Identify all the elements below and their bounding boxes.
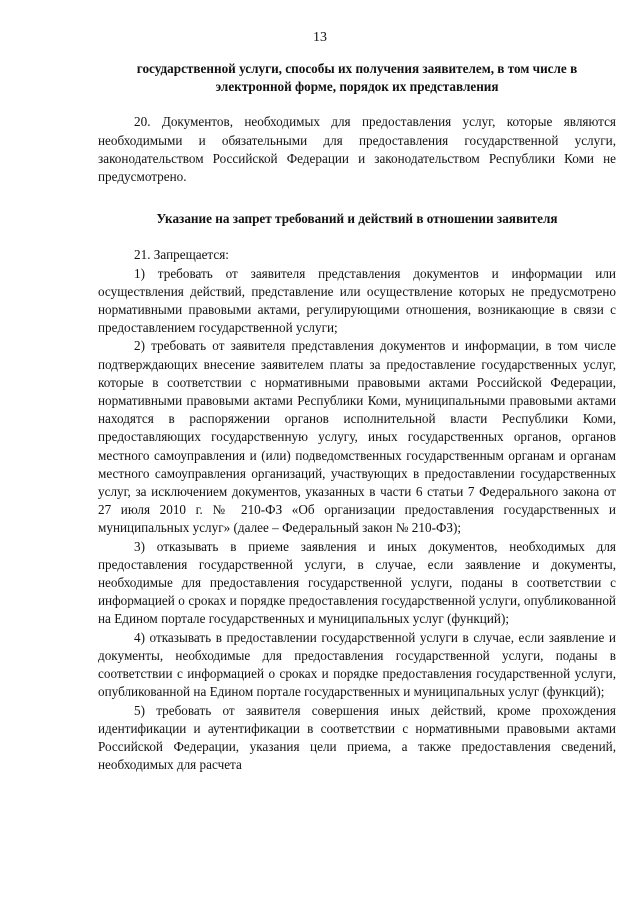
list-item: 1) требовать от заявителя представления документов и информации или осуществления действий, представление или осуществление которых не предусмотрено нормативными правовыми актами, регулирующими отношения, возникающие в связи с предоставлением государственной услуги; xyxy=(98,265,616,336)
list-item: 3) отказывать в приеме заявления и иных документов, необходимых для предоставления государственной услуги, в случае, если заявление и документы, необходимые для предоставления государственной услуги, поданы в соответствии с информацией о сроках и порядке предоставления государственной услуги, опубликованной на Едином портале государственных и муниципальных услуг (функций); xyxy=(98,538,616,627)
paragraph-20: 20. Документов, необходимых для предоставления услуг, которые являются необходимыми и обязательными для предоставления государственной услуги, законодательством Российской Федерации и законодательством Республики Коми не предусмотрено. xyxy=(98,114,616,185)
section-heading-documents: государственной услуги, способы их получения заявителем, в том числе в электронной форме, порядок их представления xyxy=(136,61,578,95)
list-item: 4) отказывать в предоставлении государственной услуги в случае, если заявление и документы, необходимые для предоставления государственной услуги, поданы в соответствии с информацией о сроках и порядке предоставления государственной услуги, опубликованной на Едином портале государственных и муниципальных услуг (функций); xyxy=(98,629,616,700)
document-body xyxy=(98,60,616,774)
page-number: 13 xyxy=(313,30,327,45)
list-item: 5) требовать от заявителя совершения иных действий, кроме прохождения идентификации и аутентификации в соответствии с нормативными правовыми актами Российской Федерации, указания цели приема, а также предоставления сведений, необходимых для расчета xyxy=(98,702,616,773)
list-item: 2) требовать от заявителя представления документов и информации, в том числе подтверждающих внесение заявителем платы за предоставление государственных услуг, которые в соответствии с нормативными правовыми актами Российской Федерации, нормативными правовыми актами Республики Коми, муниципальными правовыми актами находятся в распоряжении органов исполнительной власти Республики Коми, предоставляющих государственную услугу, иных государственных органов, органов местного самоуправления и (или) подведомственных государственным органам и органам местного самоуправления организаций, участвующих в предоставлении государственных услуг, за исключением документов, указанных в части 6 статьи 7 Федерального закона от 27 июля 2010 г. № 210-ФЗ «Об организации предоставления государственных и муниципальных услуг» (далее – Федеральный закон № 210-ФЗ); xyxy=(98,338,616,536)
prohibition-list xyxy=(98,265,616,775)
paragraph-21-intro: 21. Запрещается: xyxy=(134,247,229,263)
section-heading-prohibitions: Указание на запрет требований и действий в отношении заявителя xyxy=(156,211,558,227)
